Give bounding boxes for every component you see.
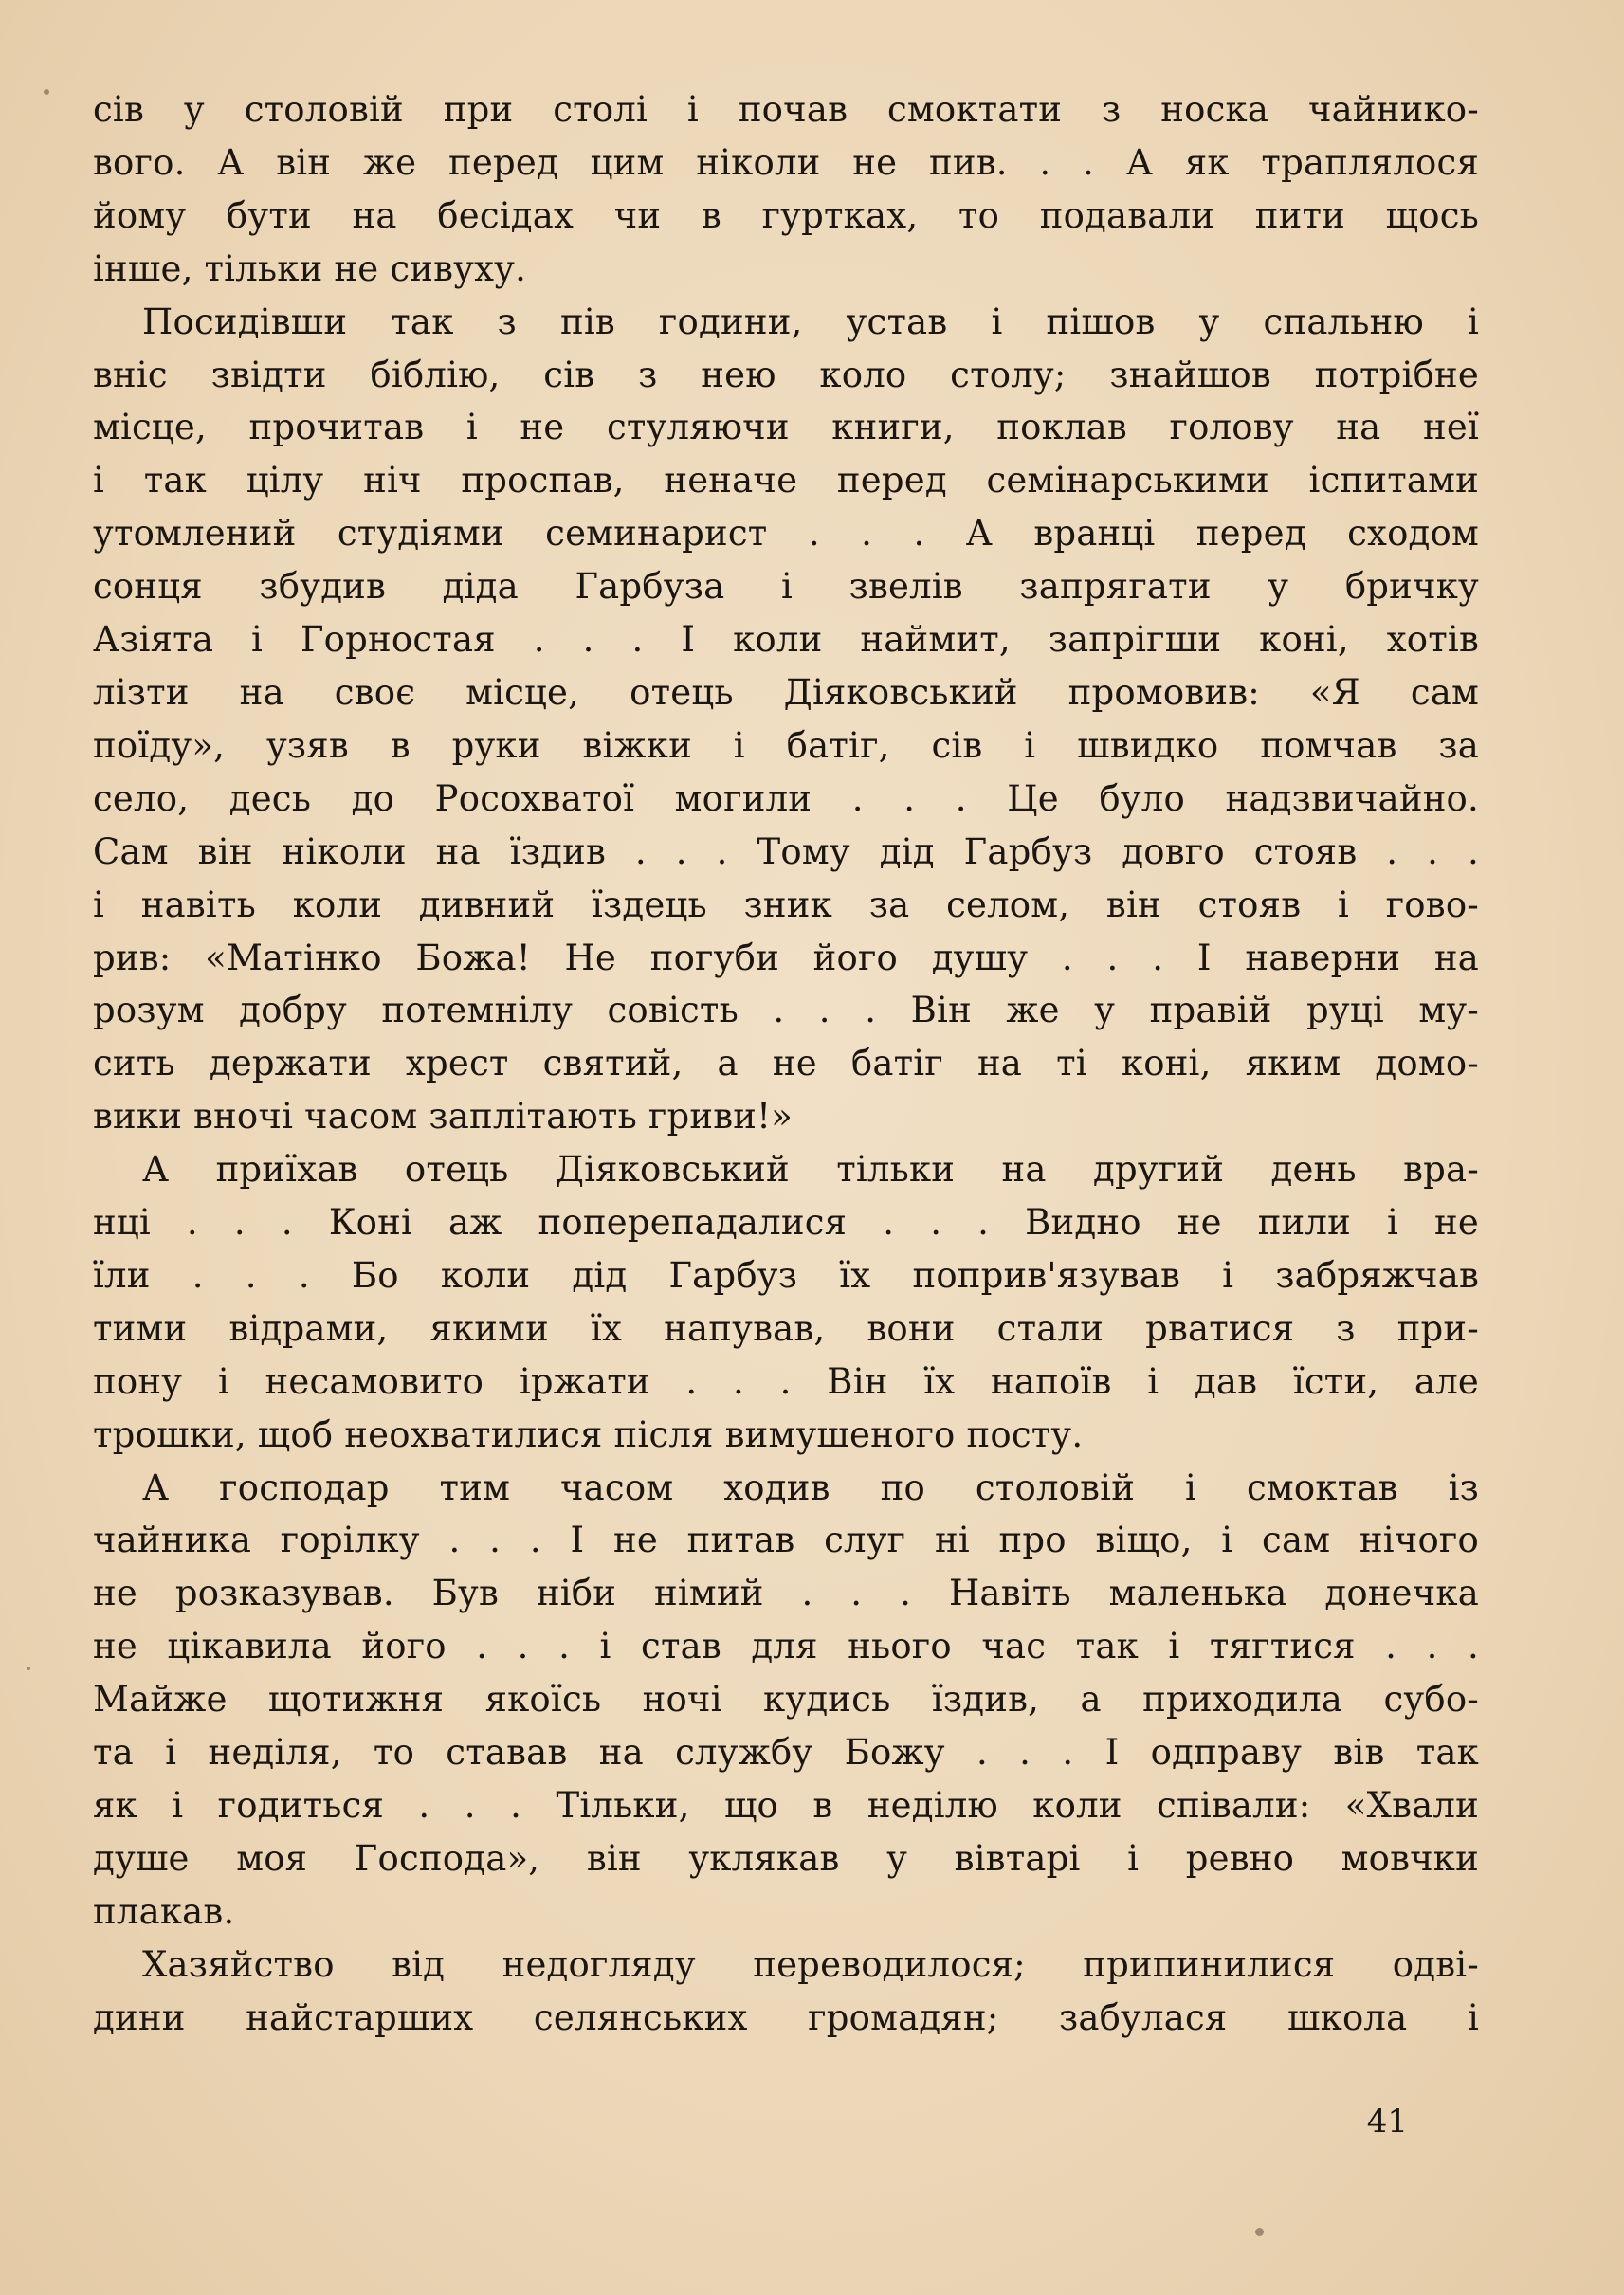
text-line: і навіть коли дивний їздець зник за селом, він стояв і гово- — [93, 883, 1479, 925]
text-line: утомлений студіями семинарист . . . А вранці перед сходом — [93, 513, 1479, 555]
paragraph — [93, 296, 1479, 1144]
paragraph — [93, 1939, 1479, 2045]
text-line: плакав. — [93, 1890, 235, 1932]
text-line: сонця збудив діда Гарбуза і звелів запрягати у бричку — [93, 566, 1479, 608]
text-line: і так цілу ніч проспав, неначе перед семінарськими іспитами — [93, 460, 1479, 501]
paper-speck — [1255, 2228, 1264, 2236]
text-line: вого. А він же перед цим ніколи не пив. . . А як траплялося — [93, 141, 1479, 183]
text-line: не цікавила його . . . і став для нього час так і тягтися . . . — [93, 1626, 1479, 1667]
text-line: вніс звідти біблію, сів з нею коло столу; знайшов потрібне — [93, 354, 1479, 395]
text-line: трошки, щоб неохватилися після вимушеного посту. — [93, 1413, 1084, 1455]
text-line: та і неділя, то ставав на службу Божу . . . І одправу вів так — [93, 1732, 1479, 1774]
text-line: як і годиться . . . Тільки, що в неділю коли співали: «Хвали — [93, 1785, 1479, 1826]
text-line: поїду», узяв в руки віжки і батіг, сів і швидко помчав за — [93, 724, 1479, 766]
text-line: рив: «Матінко Божа! Не погуби його душу . . . І наверни на — [93, 937, 1479, 978]
page-number: 41 — [1366, 2103, 1408, 2140]
text-line: місце, прочитав і не стуляючи книги, поклав голову на неї — [93, 407, 1479, 448]
page-body-text — [93, 83, 1479, 2045]
text-line: лізти на своє місце, отець Діяковський промовив: «Я сам — [93, 671, 1479, 713]
text-line: сів у столовій при столі і почав смоктати з носка чайнико- — [93, 89, 1479, 130]
paragraph — [93, 83, 1479, 296]
text-line: вики вночі часом заплітають гриви!» — [93, 1096, 794, 1138]
text-line: пону і несамовито іржати . . . Він їх напоїв і дав їсти, але — [93, 1360, 1479, 1402]
text-line: Посидівши так з пів години, устав і пішов у спальню і — [142, 301, 1479, 342]
paper-speck — [44, 89, 49, 95]
text-line: село, десь до Росохватої могили . . . Це було надзвичайно. — [93, 777, 1479, 819]
text-line: Азіята і Горностая . . . І коли наймит, запрігши коні, хотів — [93, 619, 1479, 661]
text-line: душе моя Господа», він уклякав у вівтарі і ревно мовчки — [93, 1837, 1479, 1879]
text-line: не розказував. Був ніби німий . . . Навіть маленька донечка — [93, 1573, 1479, 1614]
text-line: нці . . . Коні аж поперепадалися . . . Видно не пили і не — [93, 1202, 1479, 1244]
text-line: А приїхав отець Діяковський тільки на другий день вра- — [142, 1149, 1479, 1191]
text-line: Хазяйство від недогляду переводилося; припинилися одві- — [142, 1943, 1479, 1985]
text-line: Сам він ніколи на їздив . . . Тому дід Гарбуз довго стояв . . . — [93, 830, 1479, 872]
paper-speck — [27, 1667, 30, 1670]
text-line: А господар тим часом ходив по столовій і смоктав із — [142, 1466, 1479, 1508]
text-line: чайника горілку . . . І не питав слуг ні про віщо, і сам нічого — [93, 1520, 1479, 1561]
text-line: йому бути на бесідах чи в гуртках, то подавали пити щось — [93, 194, 1479, 236]
text-line: їли . . . Бо коли дід Гарбуз їх поприв'язував і забряжчав — [93, 1254, 1479, 1296]
text-line: сить держати хрест святий, а не батіг на ті коні, яким домо- — [93, 1043, 1479, 1084]
paragraph — [93, 1143, 1479, 1461]
text-line: дини найстарших селянських громадян; забулася школа і — [93, 1996, 1479, 2038]
paragraph — [93, 1462, 1479, 1939]
text-line: тими відрами, якими їх напував, вони стали рватися з при- — [93, 1307, 1479, 1349]
text-line: Майже щотижня якоїсь ночі кудись їздив, а приходила субо- — [93, 1679, 1479, 1721]
text-line: інше, тільки не сивуху. — [93, 247, 527, 289]
text-line: розум добру потемнілу совість . . . Він же у правій руці му- — [93, 990, 1479, 1031]
